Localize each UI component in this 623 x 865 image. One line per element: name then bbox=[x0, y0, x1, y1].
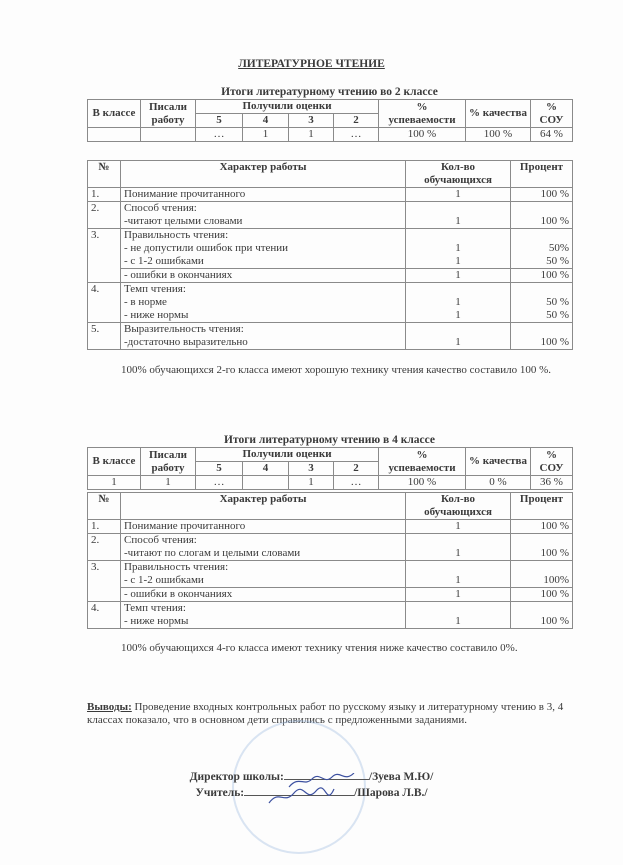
grade4-conclusion: 100% обучающихся 4-го класса имеют технику чтения ниже качество составило 0%. bbox=[121, 642, 518, 654]
summary-cell: 1 bbox=[289, 128, 334, 142]
percent-value-line bbox=[514, 323, 569, 336]
header-quality: % качества bbox=[466, 448, 531, 476]
percent-value bbox=[511, 188, 573, 202]
header-wrote: Писали работу bbox=[141, 100, 196, 128]
work-description-line: Правильность чтения: bbox=[124, 229, 229, 241]
percent-value-line: 100 % bbox=[540, 520, 569, 532]
teacher-name: /Шарова Л.В./ bbox=[354, 787, 428, 799]
work-description bbox=[121, 561, 406, 588]
header-success: % успеваемости bbox=[379, 100, 466, 128]
student-count-line: 1 bbox=[455, 296, 461, 308]
work-description-line: Понимание прочитанного bbox=[124, 188, 246, 200]
student-count bbox=[406, 602, 511, 629]
work-description-line: - в норме bbox=[124, 296, 167, 308]
percent-value bbox=[511, 520, 573, 534]
summary-row bbox=[88, 476, 573, 490]
row-number: 2. bbox=[88, 202, 121, 229]
summary-cell bbox=[88, 128, 141, 142]
student-count-line: 1 bbox=[455, 309, 461, 321]
work-description-line: Способ чтения: bbox=[124, 202, 197, 214]
percent-value-line: 100 % bbox=[540, 615, 569, 627]
work-description bbox=[121, 534, 406, 561]
header-grade-g2: 2 bbox=[334, 462, 379, 476]
student-count-line: 1 bbox=[455, 269, 461, 281]
summary-cell: 1 bbox=[243, 128, 289, 142]
student-count-line bbox=[409, 202, 507, 215]
header-grade-g4: 4 bbox=[243, 462, 289, 476]
percent-value-line: 50 % bbox=[546, 296, 569, 308]
header-grades: Получили оценки bbox=[196, 100, 379, 114]
conclusions-text: Проведение входных контрольных работ по русскому языку и литературному чтению в 3, 4 классах показало, что в основном дети справились с предложенными заданиями. bbox=[87, 701, 564, 726]
header-grade-g5: 5 bbox=[196, 462, 243, 476]
student-count-line: 1 bbox=[455, 588, 461, 600]
row-number: 5. bbox=[88, 323, 121, 350]
row-number: 3. bbox=[88, 229, 121, 283]
table-row bbox=[88, 202, 573, 229]
student-count-line: 1 bbox=[455, 615, 461, 627]
work-description bbox=[121, 602, 406, 629]
student-count-line bbox=[409, 229, 507, 242]
work-description-line: - с 1-2 ошибками bbox=[124, 255, 204, 267]
work-description-line: Понимание прочитанного bbox=[124, 520, 246, 532]
grade2-conclusion: 100% обучающихся 2-го класса имеют хорошую технику чтения качество составило 100 %. bbox=[121, 364, 552, 376]
percent-value-line: 100 % bbox=[540, 215, 569, 227]
conclusions-label: Выводы: bbox=[87, 701, 132, 713]
percent-value-line bbox=[514, 602, 569, 615]
work-description-line: -достаточно выразительно bbox=[124, 336, 248, 348]
percent-value bbox=[511, 534, 573, 561]
header-count: Кол-во обучающихся bbox=[406, 493, 511, 520]
summary-cell: 1 bbox=[289, 476, 334, 490]
header-grade-g5: 5 bbox=[196, 114, 243, 128]
student-count bbox=[406, 520, 511, 534]
table-row bbox=[88, 323, 573, 350]
row-number: 1. bbox=[88, 520, 121, 534]
percent-value bbox=[511, 269, 573, 283]
teacher-signature bbox=[244, 795, 354, 796]
header-percent: Процент bbox=[511, 493, 573, 520]
header-percent: Процент bbox=[511, 161, 573, 188]
student-count-line bbox=[409, 323, 507, 336]
percent-value-line bbox=[514, 283, 569, 296]
signature-scribble-icon bbox=[244, 787, 354, 809]
grade2-caption: Итоги литературному чтению во 2 классе bbox=[221, 86, 438, 98]
header-in-class: В классе bbox=[88, 448, 141, 476]
work-description-line: -читают целыми словами bbox=[124, 215, 243, 227]
percent-value-line: 50 % bbox=[546, 309, 569, 321]
work-description bbox=[121, 588, 406, 602]
student-count-line bbox=[409, 534, 507, 547]
header-grade-g3: 3 bbox=[289, 114, 334, 128]
director-signature bbox=[284, 779, 369, 780]
director-signature-line bbox=[0, 770, 623, 784]
percent-value-line: 100 % bbox=[540, 588, 569, 600]
summary-cell: … bbox=[334, 128, 379, 142]
row-number: 2. bbox=[88, 534, 121, 561]
header-num: № bbox=[88, 493, 121, 520]
grade4-detail-table bbox=[87, 492, 573, 629]
student-count bbox=[406, 561, 511, 588]
work-description-line: - ниже нормы bbox=[124, 615, 189, 627]
row-number: 4. bbox=[88, 602, 121, 629]
percent-value-line bbox=[514, 561, 569, 574]
student-count bbox=[406, 588, 511, 602]
work-description-line: - ошибки в окончаниях bbox=[124, 269, 233, 281]
percent-value bbox=[511, 561, 573, 588]
summary-row bbox=[88, 128, 573, 142]
work-description-line: Темп чтения: bbox=[124, 602, 186, 614]
summary-cell: 36 % bbox=[531, 476, 573, 490]
percent-value bbox=[511, 283, 573, 323]
summary-cell: 100 % bbox=[466, 128, 531, 142]
table-row bbox=[88, 588, 573, 602]
work-description-line: - ошибки в окончаниях bbox=[124, 588, 233, 600]
header-sou: % СОУ bbox=[531, 100, 573, 128]
work-description-line: Темп чтения: bbox=[124, 283, 186, 295]
header-success: % успеваемости bbox=[379, 448, 466, 476]
table-row bbox=[88, 520, 573, 534]
percent-value bbox=[511, 323, 573, 350]
percent-value bbox=[511, 202, 573, 229]
teacher-label: Учитель: bbox=[195, 787, 245, 799]
work-description bbox=[121, 202, 406, 229]
percent-value-line bbox=[514, 229, 569, 242]
header-count: Кол-во обучающихся bbox=[406, 161, 511, 188]
student-count-line: 1 bbox=[455, 215, 461, 227]
work-description-line: Выразительность чтения: bbox=[124, 323, 244, 335]
summary-cell: 64 % bbox=[531, 128, 573, 142]
percent-value-line: 100 % bbox=[540, 269, 569, 281]
header-work: Характер работы bbox=[121, 493, 406, 520]
student-count-line bbox=[409, 561, 507, 574]
student-count-line: 1 bbox=[455, 255, 461, 267]
percent-value-line: 50% bbox=[548, 242, 569, 254]
header-grade-g4: 4 bbox=[243, 114, 289, 128]
table-row bbox=[88, 229, 573, 269]
grade2-summary-table bbox=[87, 99, 573, 142]
row-number: 3. bbox=[88, 561, 121, 602]
header-sou: % СОУ bbox=[531, 448, 573, 476]
student-count-line: 1 bbox=[455, 547, 461, 559]
percent-value-line bbox=[514, 534, 569, 547]
table-row bbox=[88, 602, 573, 629]
work-description bbox=[121, 229, 406, 269]
summary-cell: … bbox=[196, 476, 243, 490]
work-description-line: - с 1-2 ошибками bbox=[124, 574, 204, 586]
summary-cell: 100 % bbox=[379, 128, 466, 142]
percent-value-line: 50 % bbox=[546, 255, 569, 267]
header-in-class: В классе bbox=[88, 100, 141, 128]
work-description bbox=[121, 520, 406, 534]
work-description bbox=[121, 283, 406, 323]
work-description bbox=[121, 188, 406, 202]
student-count bbox=[406, 229, 511, 269]
student-count-line: 1 bbox=[455, 242, 461, 254]
header-grades: Получили оценки bbox=[196, 448, 379, 462]
summary-cell: … bbox=[334, 476, 379, 490]
header-grade-g3: 3 bbox=[289, 462, 334, 476]
teacher-signature-line bbox=[0, 786, 623, 800]
grade4-summary-table bbox=[87, 447, 573, 490]
header-wrote: Писали работу bbox=[141, 448, 196, 476]
student-count bbox=[406, 188, 511, 202]
summary-cell bbox=[141, 128, 196, 142]
grade2-detail-table bbox=[87, 160, 573, 350]
work-description-line: Способ чтения: bbox=[124, 534, 197, 546]
percent-value bbox=[511, 602, 573, 629]
work-description-line: Правильность чтения: bbox=[124, 561, 229, 573]
row-number: 1. bbox=[88, 188, 121, 202]
student-count-line: 1 bbox=[455, 520, 461, 532]
student-count bbox=[406, 534, 511, 561]
work-description bbox=[121, 269, 406, 283]
student-count bbox=[406, 269, 511, 283]
percent-value-line: 100 % bbox=[540, 188, 569, 200]
summary-cell bbox=[243, 476, 289, 490]
table-row bbox=[88, 283, 573, 323]
student-count-line: 1 bbox=[455, 574, 461, 586]
row-number: 4. bbox=[88, 283, 121, 323]
student-count-line bbox=[409, 602, 507, 615]
table-row bbox=[88, 561, 573, 588]
summary-cell: 1 bbox=[88, 476, 141, 490]
work-description-line: - ниже нормы bbox=[124, 309, 189, 321]
work-description bbox=[121, 323, 406, 350]
header-grade-g2: 2 bbox=[334, 114, 379, 128]
percent-value bbox=[511, 588, 573, 602]
document-title: ЛИТЕРАТУРНОЕ ЧТЕНИЕ bbox=[238, 58, 385, 70]
student-count-line: 1 bbox=[455, 336, 461, 348]
header-quality: % качества bbox=[466, 100, 531, 128]
work-description-line: - не допустили ошибок при чтении bbox=[124, 242, 289, 254]
summary-cell: 1 bbox=[141, 476, 196, 490]
header-work: Характер работы bbox=[121, 161, 406, 188]
summary-cell: … bbox=[196, 128, 243, 142]
table-row bbox=[88, 188, 573, 202]
percent-value bbox=[511, 229, 573, 269]
percent-value-line: 100 % bbox=[540, 336, 569, 348]
director-label: Директор школы: bbox=[189, 771, 284, 783]
percent-value-line: 100% bbox=[543, 574, 569, 586]
table-row bbox=[88, 534, 573, 561]
student-count bbox=[406, 283, 511, 323]
student-count bbox=[406, 202, 511, 229]
director-name: /Зуева М.Ю/ bbox=[368, 771, 434, 783]
conclusions-paragraph bbox=[87, 701, 572, 727]
summary-cell: 100 % bbox=[379, 476, 466, 490]
student-count-line bbox=[409, 283, 507, 296]
header-num: № bbox=[88, 161, 121, 188]
summary-cell: 0 % bbox=[466, 476, 531, 490]
work-description-line: -читают по слогам и целыми словами bbox=[124, 547, 301, 559]
grade4-caption: Итоги литературному чтению в 4 классе bbox=[224, 434, 435, 446]
student-count bbox=[406, 323, 511, 350]
table-row bbox=[88, 269, 573, 283]
student-count-line: 1 bbox=[455, 188, 461, 200]
percent-value-line bbox=[514, 202, 569, 215]
percent-value-line: 100 % bbox=[540, 547, 569, 559]
